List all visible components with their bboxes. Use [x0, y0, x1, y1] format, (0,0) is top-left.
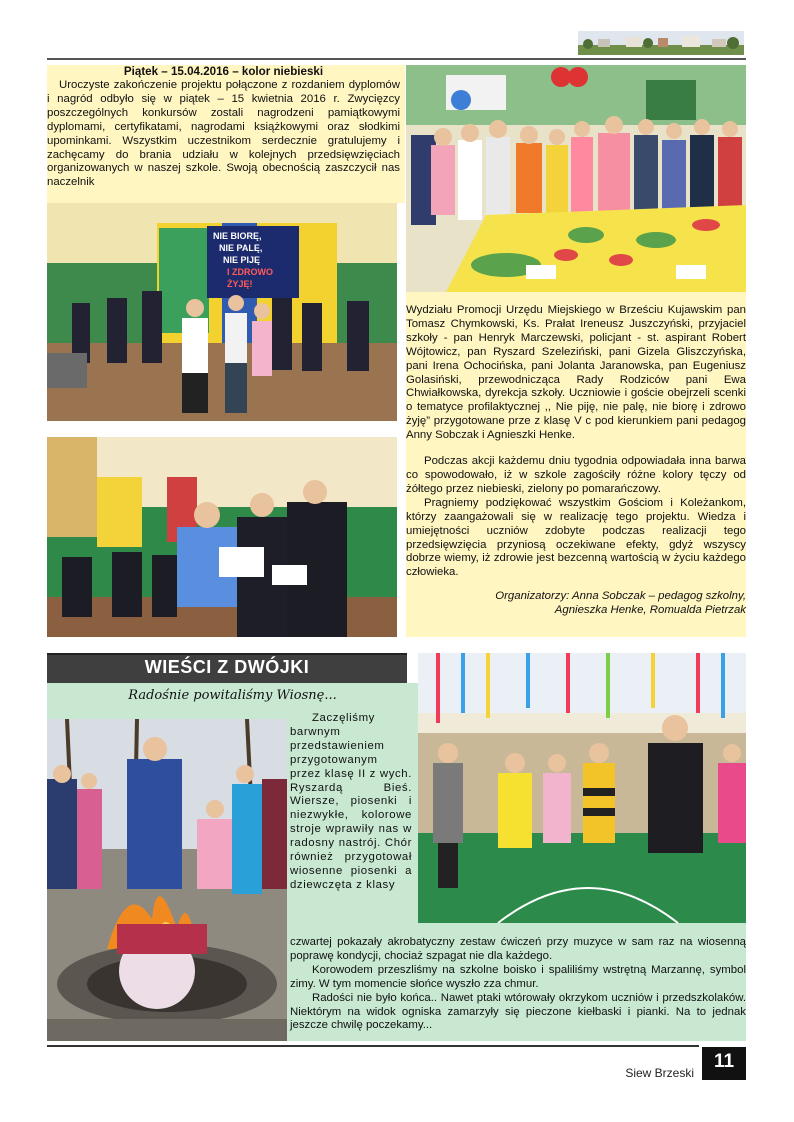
article1-paragraph: Pragniemy podziękować wszystkim Gościom i Koleżankom, którzy zaangażowali się w realizację tego projektu. Wiedza i umiejętności uczniów zdobyte podczas realizacji tego przedsięwzięcia przyniosą oczekiwane efekty, gdyż wszyscy dobrze wiemy, iż zdrowie jest bezcenną wartością w życiu każdego człowieka. [406, 496, 746, 579]
header-rule [47, 58, 746, 60]
page-number: 11 [713, 1051, 735, 1072]
article2-paragraph: Radości nie było końca.. Nawet ptaki wtórowały okrzykom uczniów i przedszkolaków. Niektórym na widok ogniska zamarzyły się pieczone kiełbaski i pianki. Na to jednak jeszcze chwilę poczekamy... [290, 991, 746, 1032]
article1-paragraph: Uroczyste zakończenie projektu połączone z rozdaniem dyplomów i nagród odbyło się w piątek – 15 kwietnia 2016 r. Zwycięzcy poszczególnych konkursów zostali nagrodzeni pamiątkowymi dyplomami, certyfikatami, nagrodami książkowymi oraz słodkimi upominkami. Wszystkim uczestnikom serdecznie gratulujemy i zachęcamy do brania udziału w kolejnych przedsięwzięciach organizowanych w naszej szkole. Swoją obecnością zaszczycił nas naczelnik [47, 79, 400, 189]
article1-paragraph: Wydziału Promocji Urzędu Miejskiego w Brześciu Kujawskim pan Tomasz Chymkowski, Ks. Prałat Ireneusz Juszczyński, przyjaciel szkoły - pan Henryk Marczewski, policjant - st. aspirant Robert Wójtowicz, pan Ryszard Szeleziński, pani Gizela Gliszczyńska, pani Irena Ochocińska, pani Jolanta Jaranowska, pan Eugeniusz Golasiński, przewodnicząca Rady Rodziców pani Ewa Chwiałkowska, dyrekcja szkoły. Uczniowie i goście obejrzeli scenki o tematyce profilaktycznej ,, Nie piję, nie palę, nie biorę i zdrowo żyję” przygotowane prze z klasę V c pod kierunkiem pani pedagog Anny Sobczak i Agnieszki Henke. [406, 304, 746, 442]
banner-line: NIE PALĘ, [219, 243, 263, 253]
header-village-photo [578, 31, 744, 55]
organizers-signature [406, 590, 746, 618]
article1-heading: Piątek – 15.04.2016 – kolor niebieski [123, 65, 324, 78]
diploma-award-photo [47, 437, 397, 637]
article2-wide-text [290, 936, 746, 1033]
gym-costumes-photo [418, 653, 746, 923]
article2-paragraph: Korowodem przeszliśmy na szkolne boisko i spaliliśmy wstrętną Marzannę, symbol zimy. W tym momencie słońce wyszło zza chmur. [290, 963, 746, 990]
footer-rule [47, 1045, 699, 1047]
organizers-line: Organizatorzy: Anna Sobczak – pedagog szkolny, [495, 590, 746, 603]
stage-banner [207, 226, 299, 298]
banner-line: NIE BIORĘ, [213, 231, 262, 241]
article2-paragraph: czwartej pokazały akrobatyczny zestaw ćwiczeń przy muzyce w sam raz na wiosenną poprawę kondycji, chociaż szpagat nie dla każdego. [290, 936, 746, 962]
banner-line: I ZDROWO ŻYJĘ! [227, 267, 273, 289]
marzanna-burning-photo [47, 719, 287, 1041]
banner-line: NIE PIJĘ [223, 255, 261, 265]
footer-magazine-name: Siew Brzeski [625, 1066, 694, 1080]
article1-continued [406, 304, 746, 618]
article2-subtitle: Radośnie powitaliśmy Wiosnę... [128, 688, 337, 703]
article1-intro [47, 65, 400, 190]
article1-paragraph: Podczas akcji każdemu dniu tygodnia odpowiadała inna barwa co spowodowało, iż w szkole zagościły różne kolory tęczy od żółtego przez niebieski, zielony po pomarańczowy. [406, 455, 746, 495]
healthy-food-table-photo [406, 65, 746, 292]
organizers-line: Agnieszka Henke, Romualda Pietrzak [554, 604, 746, 617]
article2-narrow-text [290, 712, 412, 893]
section-title: WIEŚCI Z DWÓJKI [144, 657, 310, 677]
article2-paragraph: Zaczęliśmy barwnym przedstawieniem przygotowanym przez klasę II z wych. Ryszardą Bieś. Wiersze, piosenki i niezwykłe, kolorowe stroje wprawiły nas w radosny nastrój. Chór również przygotował wiosenne piosenki a dziewczęta z klasy [290, 712, 412, 891]
